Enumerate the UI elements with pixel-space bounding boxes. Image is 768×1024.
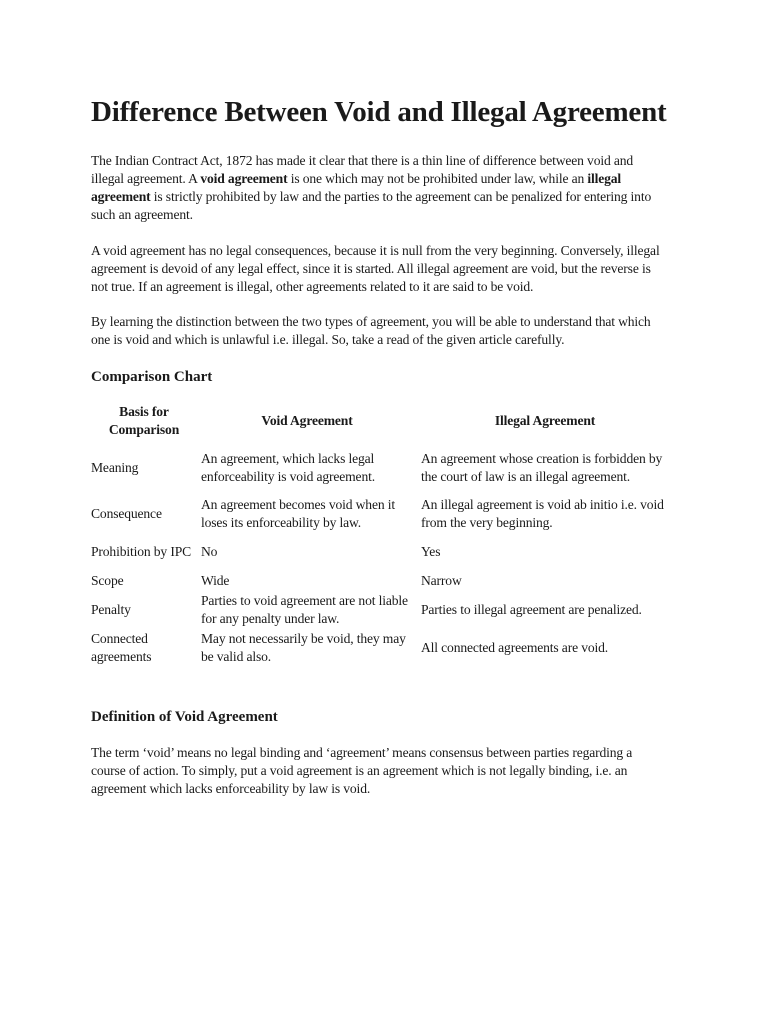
- table-row: [91, 441, 673, 495]
- row-void-cell: An agreement becomes void when it loses its enforceability by law.: [201, 497, 395, 530]
- intro-text-1: The Indian Contract Act, 1872 has made it clear that there is a thin line of difference between void and illegal agreement. A: [91, 153, 634, 186]
- header-basis: Basis for Comparison: [108, 404, 180, 437]
- intro-paragraph: [91, 152, 668, 224]
- row-basis-cell: Scope: [91, 573, 124, 588]
- page-title: Difference Between Void and Illegal Agreement: [91, 96, 667, 128]
- table-row: [91, 533, 673, 571]
- comparison-heading: Comparison Chart: [91, 369, 213, 385]
- comparison-table: [91, 401, 673, 667]
- definition-paragraph: The term ‘void’ means no legal binding and ‘agreement’ means consensus between parties regarding a course of action. To simply, put a void agreement is an agreement which is not legally binding, i.e. an agreement which lacks enforceability by law is void.: [91, 745, 633, 796]
- row-illegal-cell: Narrow: [421, 573, 462, 588]
- row-void-cell: No: [201, 544, 218, 559]
- row-void-cell: Parties to void agreement are not liable for any penalty under law.: [201, 593, 408, 626]
- row-void-cell: May not necessarily be void, they may be valid also.: [201, 631, 406, 664]
- distinction-paragraph: By learning the distinction between the two types of agreement, you will be able to understand that which one is void and which is unlawful i.e. illegal. So, take a read of the given article carefully.: [91, 314, 651, 347]
- table-row: [91, 495, 673, 533]
- table-row: [91, 571, 673, 591]
- consequences-paragraph: A void agreement has no legal consequences, because it is null from the very beginning. Conversely, illegal agreement is devoid of any legal effect, since it is started. All illegal agreement are void, but the reverse is not true. If an agreement is illegal, other agreements related to it are said to be void.: [91, 243, 660, 294]
- row-illegal-cell: All connected agreements are void.: [421, 640, 609, 655]
- row-illegal-cell: An agreement whose creation is forbidden by the court of law is an illegal agreement.: [421, 451, 663, 484]
- row-basis-cell: Connected agreements: [91, 631, 152, 664]
- header-void: Void Agreement: [261, 413, 353, 428]
- row-void-cell: An agreement, which lacks legal enforceability is void agreement.: [201, 451, 375, 484]
- intro-text-2: is one which may not be prohibited under law, while an: [287, 171, 588, 186]
- table-row: [91, 629, 673, 667]
- row-basis-cell: Meaning: [91, 460, 139, 475]
- row-basis-cell: Penalty: [91, 602, 131, 617]
- illegal-agreement-term: illegal agreement: [91, 171, 622, 204]
- table-row: [91, 591, 673, 629]
- intro-text-3: is strictly prohibited by law and the parties to the agreement can be penalized for entering into such an agreement.: [91, 189, 652, 222]
- row-basis-cell: Prohibition by IPC: [91, 544, 192, 559]
- void-agreement-term: void agreement: [200, 171, 288, 186]
- row-basis-cell: Consequence: [91, 506, 162, 521]
- definition-heading: Definition of Void Agreement: [91, 709, 278, 725]
- header-illegal: Illegal Agreement: [494, 413, 596, 428]
- row-void-cell: Wide: [201, 573, 230, 588]
- row-illegal-cell: Parties to illegal agreement are penalized.: [421, 602, 642, 617]
- row-illegal-cell: Yes: [421, 544, 441, 559]
- table-header-row: [91, 401, 673, 441]
- row-illegal-cell: An illegal agreement is void ab initio i.e. void from the very beginning.: [421, 497, 664, 530]
